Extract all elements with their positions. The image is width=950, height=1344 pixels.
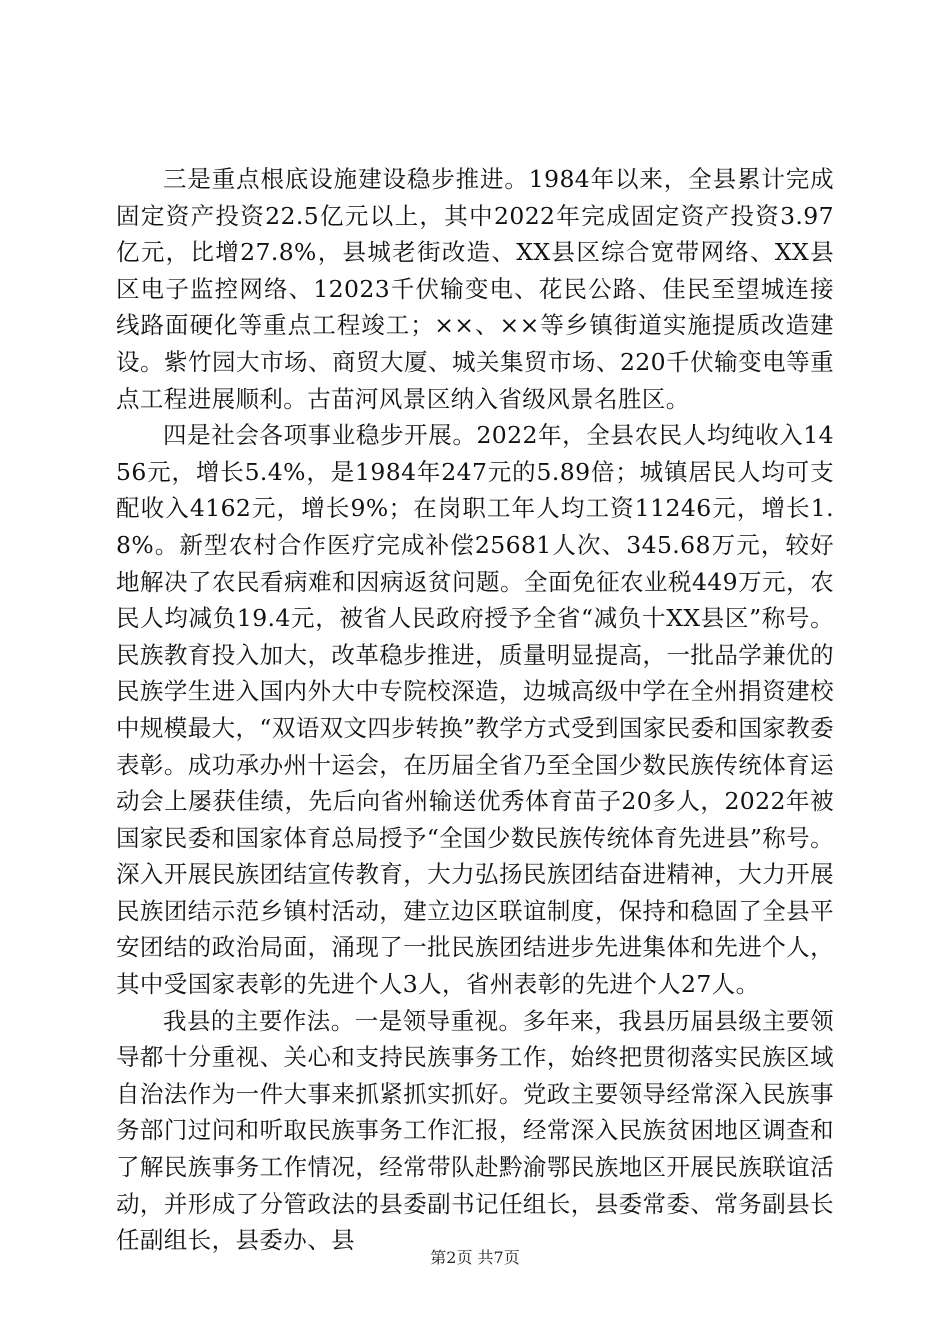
document-body	[116, 161, 834, 1259]
paragraph-social-development: 四是社会各项事业稳步开展。2022年，全县农民人均纯收入1456元，增长5.4%，是1984年247元的5.89倍；城镇居民人均可支配收入4162元，增长9%；在岗职工年人均工资11246元，增长1.8%。新型农村合作医疗完成补偿25681人次、345.68万元，较好地解决了农民看病难和因病返贫问题。全面免征农业税449万元，农民人均减负19.4元，被省人民政府授予全省“减负十XX县区”称号。民族教育投入加大，改革稳步推进，质量明显提高，一批品学兼优的民族学生进入国内外大中专院校深造，边城高级中学在全州捐资建校中规模最大，“双语双文四步转换”教学方式受到国家民委和国家教委表彰。成功承办州十运会，在历届全省乃至全国少数民族传统体育运动会上屡获佳绩，先后向省州输送优秀体育苗子20多人，2022年被国家民委和国家体育总局授予“全国少数民族传统体育先进县”称号。深入开展民族团结宣传教育，大力弘扬民族团结奋进精神，大力开展民族团结示范乡镇村活动，建立边区联谊制度，保持和稳固了全县平安团结的政治局面，涌现了一批民族团结进步先进集体和先进个人，其中受国家表彰的先进个人3人，省州表彰的先进个人27人。	[116, 421, 834, 999]
page-number-footer: 第2页 共7页	[430, 1248, 520, 1267]
paragraph-main-practices: 我县的主要作法。一是领导重视。多年来，我县历届县级主要领导都十分重视、关心和支持民族事务工作，始终把贯彻落实民族区域自治法作为一件大事来抓紧抓实抓好。党政主要领导经常深入民族事务部门过问和听取民族事务工作汇报，经常深入民族贫困地区调查和了解民族事务工作情况，经常带队赴黔渝鄂民族地区开展民族联谊活动，并形成了分管政法的县委副书记任组长，县委常委、常务副县长任副组长，县委办、县	[116, 1006, 834, 1255]
paragraph-infrastructure: 三是重点根底设施建设稳步推进。1984年以来，全县累计完成固定资产投资22.5亿元以上，其中2022年完成固定资产投资3.97亿元，比增27.8%，县城老街改造、XX县区综合宽带网络、XX县区电子监控网络、12023千伏输变电、花民公路、佳民至望城连接线路面硬化等重点工程竣工；××、××等乡镇街道实施提质改造建设。紫竹园大市场、商贸大厦、城关集贸市场、220千伏输变电等重点工程进展顺利。古苗河风景区纳入省级风景名胜区。	[116, 165, 834, 413]
